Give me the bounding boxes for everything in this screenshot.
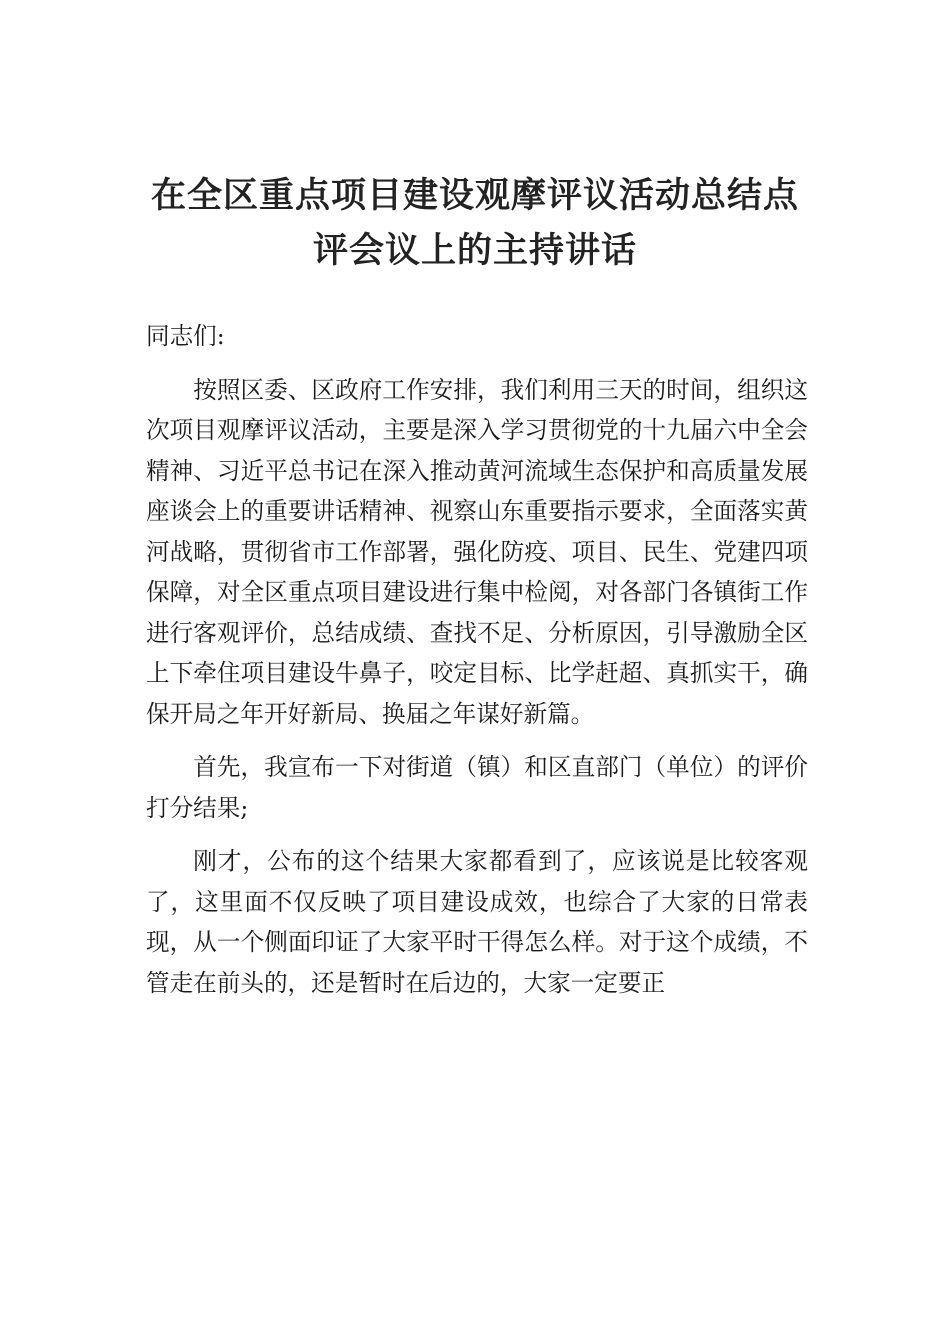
salutation: 同志们: <box>146 322 225 350</box>
title-line-1: 在全区重点项目建设观摩评议活动总结点 <box>150 176 799 217</box>
document-body <box>146 316 808 1016</box>
paragraph-2: 首先，我宣布一下对街道（镇）和区直部门（单位）的评价打分结果; <box>146 753 808 822</box>
title-line-2: 评会议上的主持讲话 <box>312 231 637 272</box>
paragraph-1: 按照区委、区政府工作安排，我们利用三天的时间，组织这次项目观摩评议活动，主要是深入学习贯彻党的十九届六中全会精神、习近平总书记在深入推动黄河流域生态保护和高质量发展座谈会上的重要讲话精神、视察山东重要指示要求，全面落实黄河战略，贯彻省市工作部署，强化防疫、项目、民生、党建四项保障，对全区重点项目建设进行集中检阅，对各部门各镇街工作进行客观评价，总结成绩、查找不足、分析原因，引导激励全区上下牵住项目建设牛鼻子，咬定目标、比学赶超、真抓实干，确保开局之年开好新局、换届之年谋好新篇。 <box>146 375 808 728</box>
paragraph-3: 刚才，公布的这个结果大家都看到了，应该说是比较客观了，这里面不仅反映了项目建设成效，也综合了大家的日常表现，从一个侧面印证了大家平时干得怎么样。对于这个成绩，不管走在前头的，还是暂时在后边的，大家一定要正 <box>146 847 808 997</box>
document-title <box>120 169 830 279</box>
